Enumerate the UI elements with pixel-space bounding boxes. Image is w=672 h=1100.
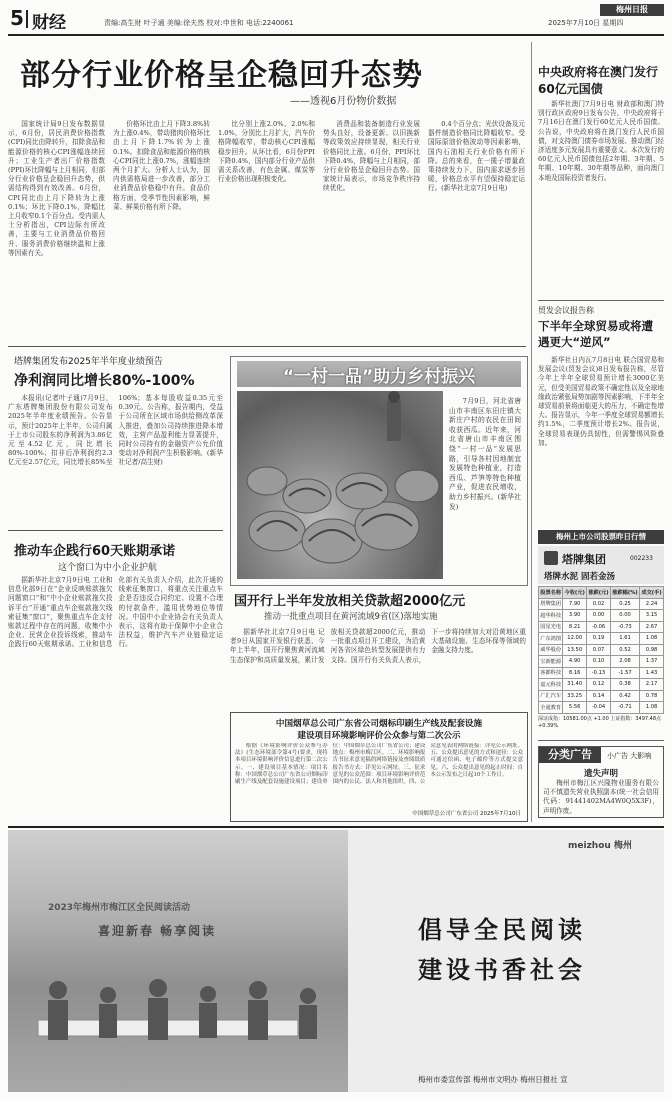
stock-cell: 5.56 bbox=[563, 702, 587, 714]
stock-cell: 0.19 bbox=[587, 633, 611, 645]
classified-slogan: 小广告 大影响 bbox=[607, 752, 652, 760]
reading-photo bbox=[8, 830, 348, 1092]
page-header bbox=[8, 6, 664, 32]
stock-cell: 0.78 bbox=[640, 690, 664, 702]
tobacco-title: 中国烟草总公司广东省公司烟标印刷生产线及配套设施 bbox=[275, 719, 483, 729]
paper-name: 梅州日报 bbox=[616, 5, 648, 14]
cdb-title: 国开行上半年发放相关贷款超2000亿元 bbox=[234, 594, 466, 609]
lead-subtitle: ——透视6月份物价数据 bbox=[290, 96, 397, 107]
cdb-subtitle: 推动一批重点项目在黄河流域9省(区)落地实施 bbox=[264, 612, 438, 622]
feature-box bbox=[230, 356, 528, 586]
stock-cell: 广东鸿图 bbox=[539, 633, 563, 645]
header-divider bbox=[26, 10, 28, 28]
stock-cell: -1.57 bbox=[610, 667, 639, 679]
stock-col-header: 涨跌(元) bbox=[587, 587, 611, 599]
stock-row bbox=[539, 644, 664, 656]
bottom-rule bbox=[8, 826, 664, 828]
trade-text: 新华社日内瓦7月8日电 联合国贸易和发展会议(贸发会议)8日发布报告称，尽管今年上半年全球贸易预计增长3000亿美元，但受美国贸易政策不确定性以及全球地缘政治紧张局势加剧等因素影响，下半年全球贸易前景将面临更大的压力，不确定性增大。报告显示，今年一季度全球贸易额增长约1.5%，二季度预计增长2%。报告说，全球贸易表现仍具韧性，但需警惕风险叠加。 bbox=[538, 356, 664, 447]
reading-photo-banner: 喜迎新春 畅享阅读 bbox=[98, 924, 217, 938]
stock-cell: 2.67 bbox=[640, 621, 664, 633]
stock-cell: 8.16 bbox=[563, 667, 587, 679]
col-divider-right bbox=[531, 42, 532, 822]
stock-row bbox=[539, 656, 664, 668]
watermelon-photo bbox=[237, 391, 443, 579]
stock-cell: 国星光电 bbox=[539, 621, 563, 633]
stock-brand bbox=[538, 546, 664, 584]
stock-row bbox=[539, 690, 664, 702]
stock-cell: 13.50 bbox=[563, 644, 587, 656]
lost-notice-title: 遗失声明 bbox=[583, 769, 618, 779]
company-name: 塔牌集团 bbox=[562, 553, 606, 566]
stock-cell: 0.52 bbox=[610, 644, 639, 656]
stock-row bbox=[539, 610, 664, 622]
stock-code: 002233 bbox=[630, 555, 653, 562]
stock-table bbox=[538, 586, 664, 714]
tobacco-text: 根据《环境影响评价公众参与办法》(生态环境部令第4号)要求，现将本项目环境影响评价信息进行第二次公示。一、建设项目基本情况：项目名称：中国烟草总公司广东省公司烟标印刷生产线及配套设施建设项目；建设单位：中国烟草总公司广东省公司；建设地点：梅州市梅江区。二、环境影响报告书征求意见稿的网络链接及查阅纸质报告书方式：详见公示网址。三、征求意见的公众范围：项目环境影响评价范围内的公民、法人和其他组织。四、公众意见表的网络链接：详见公示网址。五、公众提出意见的方式和途径：公众可通过信函、电子邮件等方式提交意见。六、公众提出意见的起止时间：自本公示发布之日起10个工作日。 bbox=[235, 743, 523, 786]
stock-cell: 宝新能源 bbox=[539, 656, 563, 668]
feature-caption: 7月9日，河北省唐山市丰南区东田庄镇大新庄户村的农民在田间收获西瓜。近年来，河北省唐山市丰南区围绕“一村一品”发展思路，引导各村因地制宜发展特色种植业，打造西瓜、芦笋等特色种植产业，促进农民增收，助力乡村振兴。(新华社发) bbox=[449, 397, 521, 511]
reading-photo-caption: 2023年梅州市梅江区全民阅读活动 bbox=[48, 903, 191, 913]
right-sep-2 bbox=[538, 740, 664, 741]
stock-table-wrap bbox=[538, 586, 664, 730]
feature-title: “一村一品”助力乡村振兴 bbox=[282, 366, 476, 387]
page-number: 5 bbox=[10, 6, 24, 30]
stock-cell: 塔牌集团 bbox=[539, 598, 563, 610]
stock-row bbox=[539, 702, 664, 714]
enterprise-title: 推动车企践行60天账期承诺 bbox=[14, 544, 176, 559]
stock-cell: 4.90 bbox=[563, 656, 587, 668]
right-sep-1 bbox=[538, 300, 664, 301]
mid-rule-2 bbox=[8, 530, 223, 531]
stock-cell: -0.73 bbox=[610, 621, 639, 633]
stock-row bbox=[539, 633, 664, 645]
enterprise-text: 据新华社北京7月9日电 工业和信息化部9日在“企业反映账款拖欠问题窗口”和“中小企业账款拖欠投诉平台”开通“重点车企账款拖欠线索征集“窗口”，聚焦重点车企支付账款过程中存在的问题，收集中小企业、民营企业投诉线索，推动车企践行60天账期承诺。工业和信息化部有关负责人介绍，此次开通的线索征集窗口，将重点关注重点车企是否违反合同约定、设置不合理的付款条件，滥用优势地位等情况。中国中小企业协会有关负责人表示，这将有助于保障中小企业合法权益，维护汽车产业链稳定运行。 bbox=[8, 576, 223, 649]
stock-cell: 0.14 bbox=[587, 690, 611, 702]
stock-cell: 2.08 bbox=[610, 656, 639, 668]
tapai-headline: 净利润同比增长80%-100% bbox=[14, 373, 195, 389]
stock-cell: 威华股份 bbox=[539, 644, 563, 656]
stock-cell: 1.37 bbox=[640, 656, 664, 668]
stock-cell: 0.25 bbox=[610, 598, 639, 610]
stock-cell: 3.15 bbox=[640, 610, 664, 622]
stock-cell: -0.13 bbox=[587, 667, 611, 679]
tapai-text: 本报讯(记者叶子通)7月9日，广东塔牌集团股份有限公司发布2025年半年度业绩预告。公告显示，预计2025年上半年，公司归属于上市公司股东的净利润为3.86亿元至4.52亿元，同比增长80%-100%；扣非后净利润约2.3亿元至2.57亿元，同比增长85%至106%；基本每股收益0.35元至0.39元。公告称，报告期内，受益于公司所在区域市场供给侧改革深入推进，叠加公司持续推进降本增效，主营产品盈利能力显著提升，同时公司持有的金融资产公允价值变动对净利润产生积极影响。(新华社记者/高生财) bbox=[8, 394, 223, 467]
stock-cell: 1.61 bbox=[610, 633, 639, 645]
stock-footer: 深证成指：10581.00点 +1.00 上证指数：3497.48点 +0.39% bbox=[538, 715, 662, 729]
stock-cell: 0.98 bbox=[640, 644, 664, 656]
reading-ad bbox=[8, 830, 664, 1092]
stock-cell: 客都科技 bbox=[539, 667, 563, 679]
stock-cell: 1.08 bbox=[640, 633, 664, 645]
tobacco-footer: 中国烟草总公司广东省公司 2025年7月10日 bbox=[412, 811, 521, 817]
enterprise-subtitle: 这个窗口为中小企业护航 bbox=[58, 563, 158, 573]
lead-col-2: 价格环比由上月下降3.8%转为上涨0.4%，带动猪肉价格环比由上月下降1.7%转为上涨0.1%。扣除食品和能源价格的核心CPI同比上涨0.7%，涨幅连续两个月扩大。分析人士认为，国内供需格局进一步改善，部分工业消费品价格稳中有升。食品价格方面，受季节性因素影响，鲜菜、鲜果价格有所下降。 bbox=[113, 120, 210, 211]
stock-col-header: 今收(元) bbox=[563, 587, 587, 599]
feature-banner bbox=[237, 361, 521, 387]
lead-col-4: 消费品和装备制造行业发展势头良好，设备更新、以旧换新等政策效应持续显现，相关行业价格同比上涨。6月份，PPI环比下降0.4%，降幅与上月相同，部分行业价格呈企稳回升态势。国家统计局表示，市场竞争秩序持续优化。 bbox=[323, 120, 420, 193]
macau-bond-title: 中央政府将在澳门发行60亿元国债 bbox=[538, 65, 659, 96]
company-logo-icon bbox=[544, 551, 558, 565]
stock-cell: 0.07 bbox=[587, 644, 611, 656]
lead-headline: 部分行业价格呈企稳回升态势 bbox=[20, 58, 423, 93]
stock-cell: 广汇汽车 bbox=[539, 690, 563, 702]
stock-cell: 1.43 bbox=[640, 667, 664, 679]
reading-crowd-illustration bbox=[8, 950, 348, 1092]
stock-cell: 0.38 bbox=[610, 679, 639, 691]
paper-name-badge bbox=[600, 4, 664, 16]
stock-banner-text: 梅州上市公司股票昨日行情 bbox=[556, 532, 646, 541]
trade-kicker: 贸发会议报告称 bbox=[538, 306, 594, 315]
stock-cell: 2.24 bbox=[640, 598, 664, 610]
macau-bond-text: 新华社澳门7月9日电 财政部和澳门特别行政区政府9日发布公告，中央政府将于7月16日在澳门发行60亿元人民币国债。公告说，中央政府将在澳门发行人民币国债，对支持澳门债券市场发展、推动澳门经济适度多元发展具有重要意义。本次发行的60亿元人民币国债包括2年期、3年期、5年期、10年期、30年期等品种，面向澳门本地及国际投资者发行。 bbox=[538, 100, 664, 182]
lead-col-1: 国家统计局9日发布数据显示，6月份，居民消费价格指数(CPI)同比由降转升，扣除食品和能源价格的核心CPI涨幅连续回升；工业生产者出厂价格指数(PPI)环比降幅与上月相同，但部分行业价格呈企稳回升态势，供需结构得到有效改善。6月份，CPI同比由上月下降转为上涨0.1%；环比下降0.1%，降幅比上月收窄0.1个百分点。受内需人士分析指出，CPI边际有所改善，主要与工业消费品价格回升、服务消费价格继续温和上涨等因素有关。 bbox=[8, 120, 105, 257]
mid-rule-1 bbox=[8, 346, 526, 347]
reading-footer: 梅州市委宣传部 梅州市文明办 梅州日报社 宣 bbox=[418, 1075, 568, 1084]
stock-cell: 33.25 bbox=[563, 690, 587, 702]
stock-cell: 嘉元科技 bbox=[539, 679, 563, 691]
stock-cell: 1.08 bbox=[640, 702, 664, 714]
stock-banner bbox=[538, 530, 664, 544]
stock-col-header: 股票名称 bbox=[539, 587, 563, 599]
stock-cell: 8.21 bbox=[563, 621, 587, 633]
reading-slogan-1: 倡导全民阅读 bbox=[418, 915, 586, 944]
stock-row bbox=[539, 667, 664, 679]
header-rule bbox=[8, 34, 664, 36]
stock-cell: -0.71 bbox=[610, 702, 639, 714]
stock-cell: 3.90 bbox=[563, 610, 587, 622]
stock-row bbox=[539, 598, 664, 610]
stock-cell: 2.17 bbox=[640, 679, 664, 691]
classified-title: 分类广告 bbox=[539, 747, 601, 763]
stock-cell: 超华科技 bbox=[539, 610, 563, 622]
staff-line: 责编:高生财 叶子通 美编:徐夫然 校对:申世和 电话:2240061 bbox=[104, 19, 294, 27]
stock-cell: 0.12 bbox=[587, 679, 611, 691]
stock-row bbox=[539, 621, 664, 633]
stock-cell: 0.00 bbox=[587, 610, 611, 622]
stock-cell: -0.06 bbox=[587, 621, 611, 633]
tobacco-subtitle: 建设项目环境影响评价公众参与第二次公示 bbox=[297, 731, 461, 741]
stock-cell: 0.02 bbox=[587, 598, 611, 610]
reading-brand: meizhou 梅州 bbox=[568, 841, 632, 851]
stock-cell: 12.00 bbox=[563, 633, 587, 645]
stock-header-row bbox=[539, 587, 664, 599]
trade-title: 下半年全球贸易或将遭遇更大“逆风” bbox=[538, 319, 653, 349]
stock-col-header: 涨跌幅(%) bbox=[610, 587, 639, 599]
stock-col-header: 成交(手) bbox=[640, 587, 664, 599]
stock-cell: -0.04 bbox=[587, 702, 611, 714]
classified-ad bbox=[538, 746, 664, 818]
cdb-text: 据新华社北京7月9日电 记者9日从国家开发银行获悉，今年上半年，国开行聚焦黄河流域生态保护和高质量发展，累计发放相关贷款超2000亿元，推动一批重点项目开工建设，为沿黄河各省区绿色转型发展提供有力支持。国开行有关负责人表示，下一步将持续加大对沿黄地区重大基础设施、生态环保等领域的金融支持力度。 bbox=[230, 628, 526, 664]
lead-col-3: 比分别上涨2.0%、2.0%和1.0%，分别比上月扩大，汽车价格降幅收窄，带动核心CPI涨幅稳步回升。从环比看，6月份PPI下降0.4%，国内部分行业产品供需关系改善，有色金属、煤炭等行业价格出现积极变化。 bbox=[218, 120, 315, 184]
stock-cell: 7.90 bbox=[563, 598, 587, 610]
tobacco-notice bbox=[230, 712, 528, 822]
paper-date: 2025年7月10日 星期四 bbox=[548, 19, 624, 27]
tapai-title: 塔牌集团发布2025年半年度业绩预告 bbox=[14, 357, 163, 367]
stock-row bbox=[539, 679, 664, 691]
stock-cell: 0.10 bbox=[587, 656, 611, 668]
reading-slogan-2: 建设书香社会 bbox=[418, 955, 586, 984]
section-name: 财经 bbox=[32, 13, 66, 33]
stock-cell: 31.40 bbox=[563, 679, 587, 691]
stock-cell: 0.42 bbox=[610, 690, 639, 702]
stock-cell: 全通教育 bbox=[539, 702, 563, 714]
company-slogan: 塔牌水泥 固若金汤 bbox=[544, 572, 615, 582]
stock-cell: 0.00 bbox=[610, 610, 639, 622]
lead-col-5: 0.4个百分点；光伏设备及元器件制造价格同比降幅收窄。受国际原油价格波动等因素影响，国内石油相关行业价格有所下降。总的来看，在一揽子增量政策持续发力下，国内需求逐步回暖，价格总水平有望保持稳定运行。(新华社北京7月9日电) bbox=[428, 120, 525, 193]
lost-notice-text: 梅州市梅江区兴隆物业服务有限公司不慎遗失营业执照副本(统一社会信用代码：91441402MA4W0Q5X3F)，声明作废。 bbox=[543, 779, 659, 815]
watermelon-illustration bbox=[237, 391, 443, 579]
